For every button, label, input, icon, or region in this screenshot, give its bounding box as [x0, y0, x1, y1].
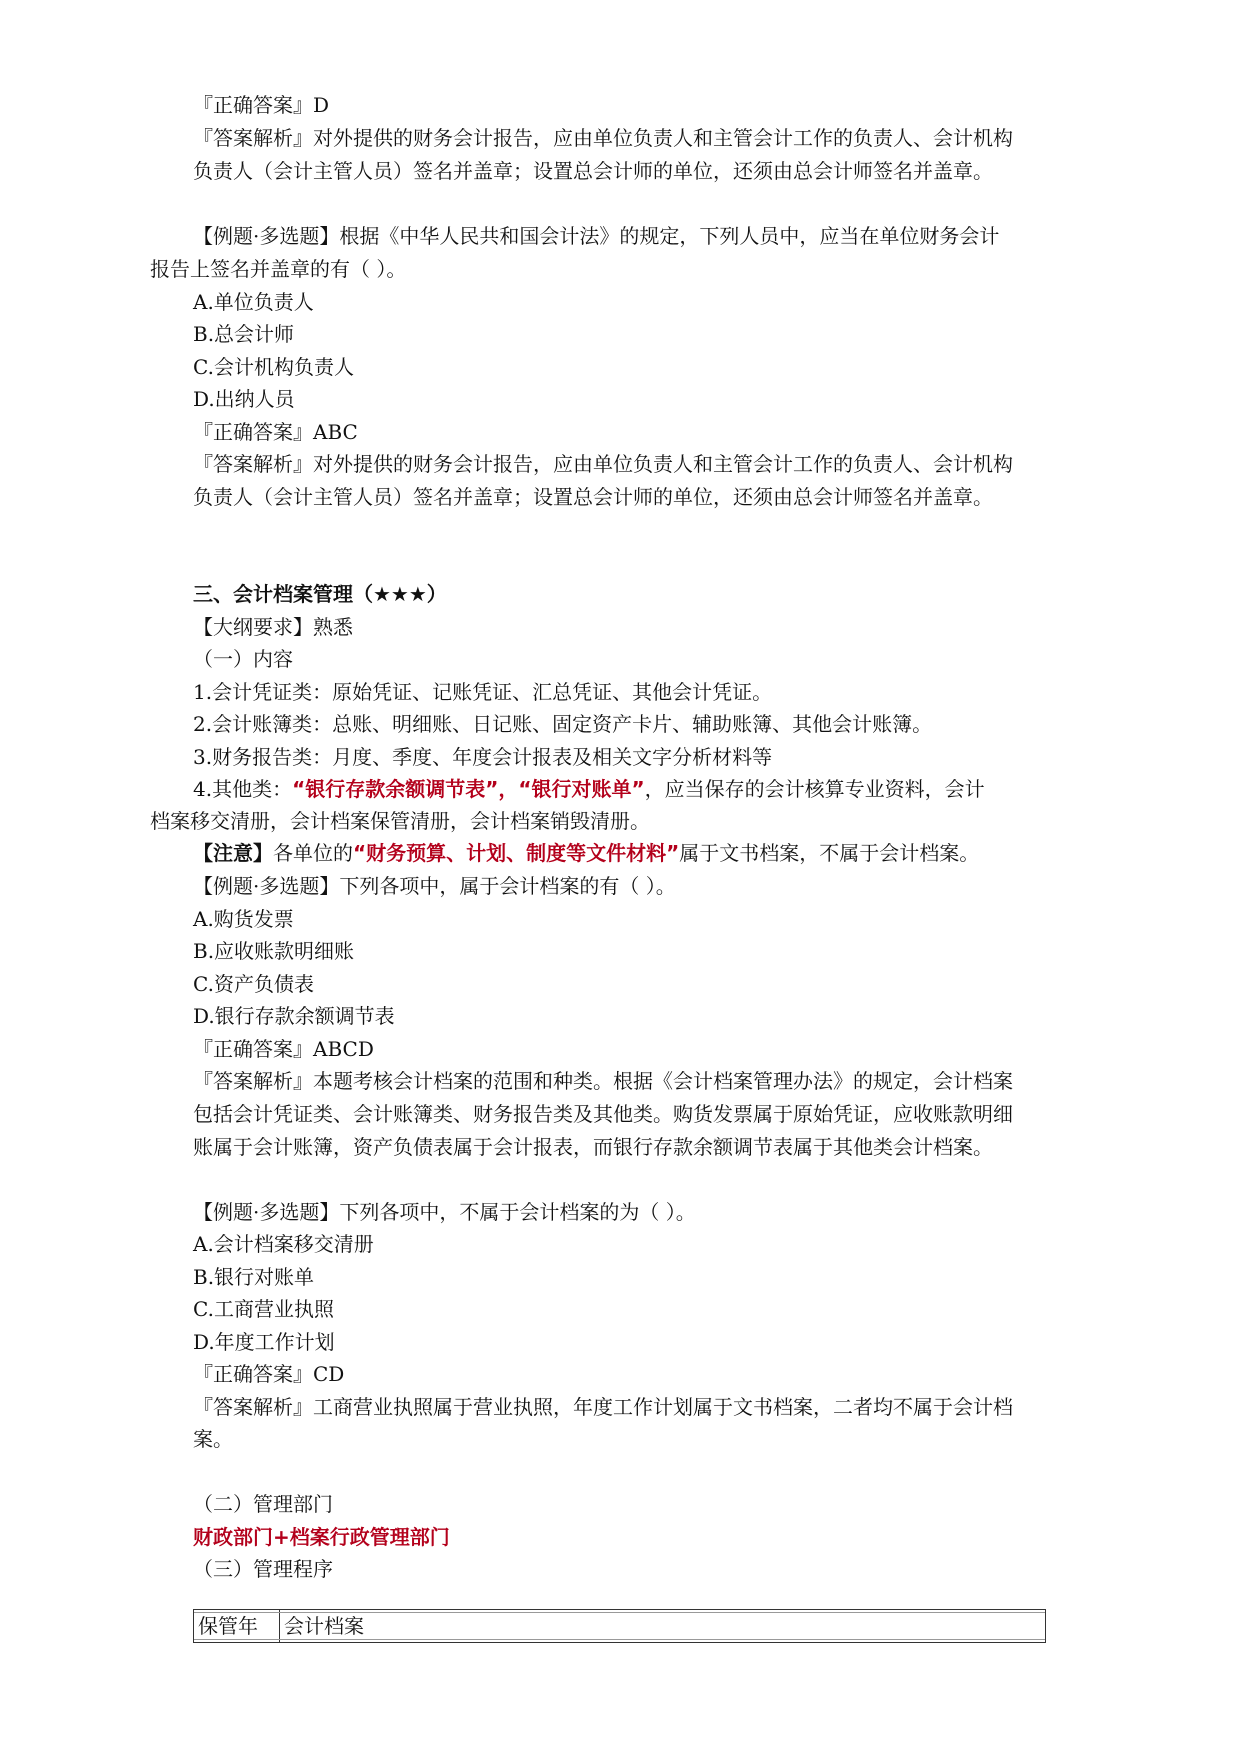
subsection-management-procedure: （三）管理程序: [193, 1557, 333, 1581]
note-highlight: “财务预算、计划、制度等文件材料”: [353, 841, 680, 865]
q2-stem: 【例题·多选题】下列各项中，属于会计档案的有（ ）。: [193, 874, 676, 898]
q1-answer: 『正确答案』ABC: [193, 420, 358, 444]
note-label: 【注意】: [193, 841, 273, 865]
q2-answer: 『正确答案』ABCD: [193, 1037, 374, 1061]
q3-answer: 『正确答案』CD: [193, 1362, 345, 1386]
q3-option-d: D.年度工作计划: [193, 1330, 335, 1354]
q1-stem-line-2: 报告上签名并盖章的有（ ）。: [150, 257, 407, 281]
q1-option-a: A.单位负责人: [193, 290, 314, 314]
table-header-retention-years: 保管年: [198, 1614, 258, 1638]
q2-analysis-line-3: 账属于会计账簿，资产负债表属于会计报表，而银行存款余额调节表属于其他类会计档案。: [193, 1135, 993, 1159]
q3-option-a: A.会计档案移交清册: [193, 1232, 374, 1256]
subsection-content: （一）内容: [193, 647, 293, 671]
item4-prefix: 4.其他类：: [193, 777, 293, 801]
q1-stem-line-1: 【例题·多选题】根据《中华人民共和国会计法》的规定，下列人员中，应当在单位财务会计: [193, 224, 1000, 248]
q3-option-c: C.工商营业执照: [193, 1297, 334, 1321]
content-item-3: 3.财务报告类：月度、季度、年度会计报表及相关文字分析材料等: [193, 745, 773, 769]
note-line: [193, 840, 979, 866]
q3-option-b: B.银行对账单: [193, 1265, 315, 1289]
q1-option-c: C.会计机构负责人: [193, 355, 354, 379]
q1-analysis-line-1: 『答案解析』对外提供的财务会计报告，应由单位负责人和主管会计工作的负责人、会计机构: [193, 452, 1013, 476]
item4-highlight: “银行存款余额调节表”，“银行对账单”: [292, 777, 645, 801]
retention-table: [193, 1609, 1046, 1643]
q2-analysis-line-1: 『答案解析』本题考核会计档案的范围和种类。根据《会计档案管理办法》的规定，会计档案: [193, 1069, 1013, 1093]
note-prefix: 各单位的: [273, 841, 353, 865]
q2-analysis-line-2: 包括会计凭证类、会计账簿类、财务报告类及其他类。购货发票属于原始凭证，应收账款明细: [193, 1102, 1013, 1126]
table-header-accounting-archives: 会计档案: [284, 1614, 364, 1638]
q1-option-b: B.总会计师: [193, 322, 295, 346]
management-dept-highlight: 财政部门+档案行政管理部门: [193, 1525, 450, 1549]
q3-analysis-line-2: 案。: [193, 1427, 233, 1451]
note-suffix: 属于文书档案，不属于会计档案。: [679, 841, 980, 865]
content-item-4-line-2: 档案移交清册，会计档案保管清册，会计档案销毁清册。: [150, 809, 650, 833]
content-item-1: 1.会计凭证类：原始凭证、记账凭证、汇总凭证、其他会计凭证。: [193, 680, 773, 704]
q3-analysis-line-1: 『答案解析』工商营业执照属于营业执照，年度工作计划属于文书档案，二者均不属于会计档: [193, 1395, 1013, 1419]
q1-analysis-line-2: 负责人（会计主管人员）签名并盖章；设置总会计师的单位，还须由总会计师签名并盖章。: [193, 485, 993, 509]
q0-answer: 『正确答案』D: [193, 93, 330, 117]
q0-analysis-line-2: 负责人（会计主管人员）签名并盖章；设置总会计师的单位，还须由总会计师签名并盖章。: [193, 159, 993, 183]
content-item-4: [193, 776, 985, 802]
q2-option-d: D.银行存款余额调节表: [193, 1004, 395, 1028]
content-item-2: 2.会计账簿类：总账、明细账、日记账、固定资产卡片、辅助账簿、其他会计账簿。: [193, 712, 933, 736]
q0-analysis-line-1: 『答案解析』对外提供的财务会计报告，应由单位负责人和主管会计工作的负责人、会计机构: [193, 126, 1013, 150]
q2-option-a: A.购货发票: [193, 907, 294, 931]
syllabus-requirement: 【大纲要求】熟悉: [193, 615, 353, 639]
subsection-management-dept: （二）管理部门: [193, 1492, 333, 1516]
q3-stem: 【例题·多选题】下列各项中，不属于会计档案的为（ ）。: [193, 1200, 696, 1224]
section-title: 三、会计档案管理（★★★）: [193, 582, 447, 606]
item4-suffix: ，应当保存的会计核算专业资料，会计: [644, 777, 985, 801]
q2-option-c: C.资产负债表: [193, 972, 314, 996]
table-column-divider: [279, 1610, 280, 1642]
q1-option-d: D.出纳人员: [193, 387, 295, 411]
q2-option-b: B.应收账款明细账: [193, 939, 355, 963]
